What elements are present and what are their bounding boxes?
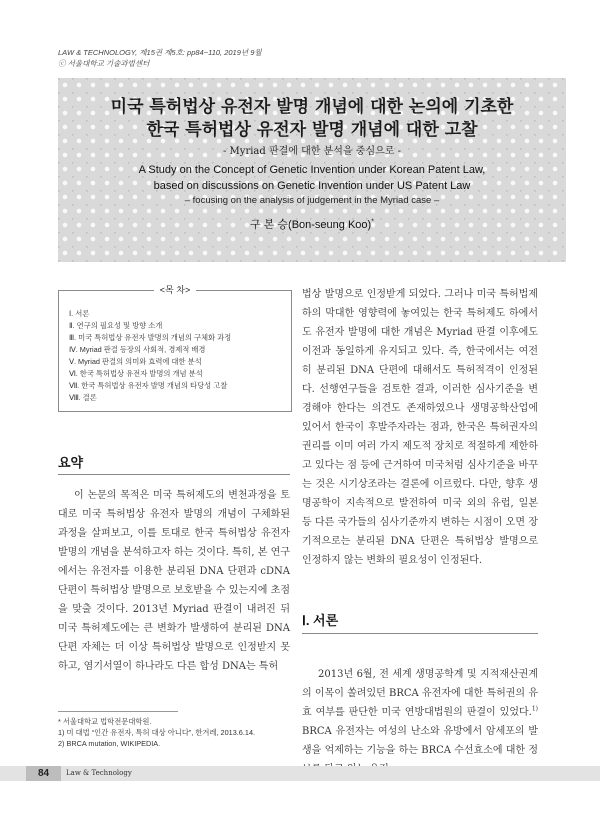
abstract-divider (58, 474, 290, 475)
footnotes (58, 716, 255, 749)
running-header (58, 47, 262, 69)
toc-item: Ⅰ. 서론 (69, 309, 90, 318)
journal-citation: LAW & TECHNOLOGY, 제15권 제5호: pp84~110, 2019년 9월 (58, 48, 262, 57)
footnote: * 서울대학교 법학전문대학원. (58, 717, 152, 726)
toc-item: Ⅶ. 한국 특허법상 유전자 발명 개념의 타당성 고찰 (69, 381, 228, 390)
footer-journal-name: Law & Technology (66, 769, 132, 777)
body-paragraph (302, 665, 538, 779)
english-title-line-2: based on discussions on Genetic Invention under US Patent Law (153, 180, 471, 192)
toc-heading: <목 차> (154, 285, 196, 295)
page-number: 84 (26, 766, 61, 781)
footnote: 1) 미 대법 “인간 유전자, 특허 대상 아니다”, 한겨레, 2013.6.14. (58, 728, 256, 737)
korean-title-line-1: 미국 특허법상 유전자 발명 개념에 대한 논의에 기초한 (110, 97, 514, 117)
body-text: BRCA 유전자는 여성의 난소와 유방에서 암세포의 발생을 억제하는 기능을 하는 BRCA 수선효소에 대한 정 (302, 726, 538, 756)
korean-title-line-2: 한국 특허법상 유전자 발명 개념에 대한 고찰 (146, 120, 478, 140)
table-of-contents (58, 285, 292, 412)
author-name: 구 본 승(Bon-seung Koo) (250, 219, 372, 231)
toc-item: Ⅴ. Myriad 판결의 의미와 효력에 대한 분석 (69, 357, 202, 366)
english-subtitle: – focusing on the analysis of judgement in the Myriad case – (184, 195, 440, 206)
author-footnote-mark: * (371, 218, 374, 226)
footnote-divider (58, 711, 178, 712)
toc-item: Ⅳ. Myriad 판결 등장의 사회적, 경제적 배경 (69, 345, 206, 354)
body-paragraph: 법상 발명으로 인정받게 되었다. 그러나 미국 특허법제하의 막대한 영향력에 놓여있는 한국 특허제도 하에서도 유전자 발명에 대한 개념은 Myriad 판결 이후에도 이전과 동일하게 유지되고 있다. 즉, 한국에서는 여전히 분리된 DNA 단편에 대해서도 특허적격이 인정된다. 선행연구들을 검토한 결과, 이러한 심사기준을 변경해야 한다는 의견도 존재하였으나 생명공학산업에 있어서 한국이 후발주자라는 점과, 한국은 특허권자의 권리를 이미 여러 가지 제도적 장치로 적절하게 제한하고 있다는 점 등에 근거하여 미국처럼 심사기준을 바꾸는 것은 시기상조라는 결론에 이르렀다. 다만, 향후 생명공학이 지속적으로 발전하여 미국 외의 유럽, 일본 등 다른 국가들의 심사기준까지 변하는 시점이 오면 장기적으로는 분리된 DNA 단편은 특허법상 발명으로 인정하지 않는 변화의 필요성이 인정된다. (302, 289, 538, 566)
body-text: 2013년 6월, 전 세계 생명공학계 및 지적재산권계의 이목이 쏠려있던 BRCA 유전자에 대한 특허권의 유효 여부를 판단한 미국 연방대법원의 판결이 있었다. (302, 669, 538, 718)
section-divider (302, 633, 538, 634)
abstract-heading: 요약 (58, 455, 84, 470)
toc-item: Ⅵ. 한국 특허법상 유전자 발명의 개념 분석 (69, 369, 203, 378)
toc-list (69, 308, 231, 404)
toc-item: Ⅱ. 연구의 필요성 및 방향 소개 (69, 321, 163, 330)
toc-item: Ⅲ. 미국 특허법상 유전자 발명의 개념의 구체화 과정 (69, 333, 232, 342)
footnote-reference[interactable]: 1) (531, 705, 538, 713)
toc-item: Ⅷ. 결론 (69, 393, 97, 402)
author (58, 216, 566, 232)
right-column-paragraph-2 (302, 665, 538, 779)
copyright-notice: ⓒ 서울대학교 기술과법센터 (58, 59, 150, 68)
abstract-paragraph: 이 논문의 목적은 미국 특허제도의 변천과정을 토대로 미국 특허법상 유전자 발명의 개념이 구체화된 과정을 살펴보고, 이를 토대로 한국 특허법상 유전자 발명의 개념을 분석하고자 하는 것이다. 특히, 본 연구에서는 유전자를 이용한 분리된 DNA 단편과 cDNA 단편이 특허법상 발명으로 보호받을 수 있는지에 초점을 맞출 것이다. 2013년 Myriad 판결이 내려진 뒤 미국 특허제도에는 큰 변화가 발생하여 분리된 DNA 단편 자체는 더 이상 특허법상 발명으로 인정받지 못하고, 염기서열이 하나라도 다른 합성 DNA는 특허 (58, 490, 290, 672)
footnote: 2) BRCA mutation, WIKIPEDIA. (58, 739, 161, 748)
korean-subtitle: - Myriad 판결에 대한 분석을 중심으로 - (223, 146, 401, 157)
right-column-paragraph-1 (302, 285, 538, 570)
abstract-text (58, 486, 290, 676)
english-title-line-1: A Study on the Concept of Genetic Invention under Korean Patent Law, (138, 164, 486, 176)
section-heading-introduction: Ⅰ. 서론 (302, 613, 339, 628)
title-block (58, 78, 566, 262)
